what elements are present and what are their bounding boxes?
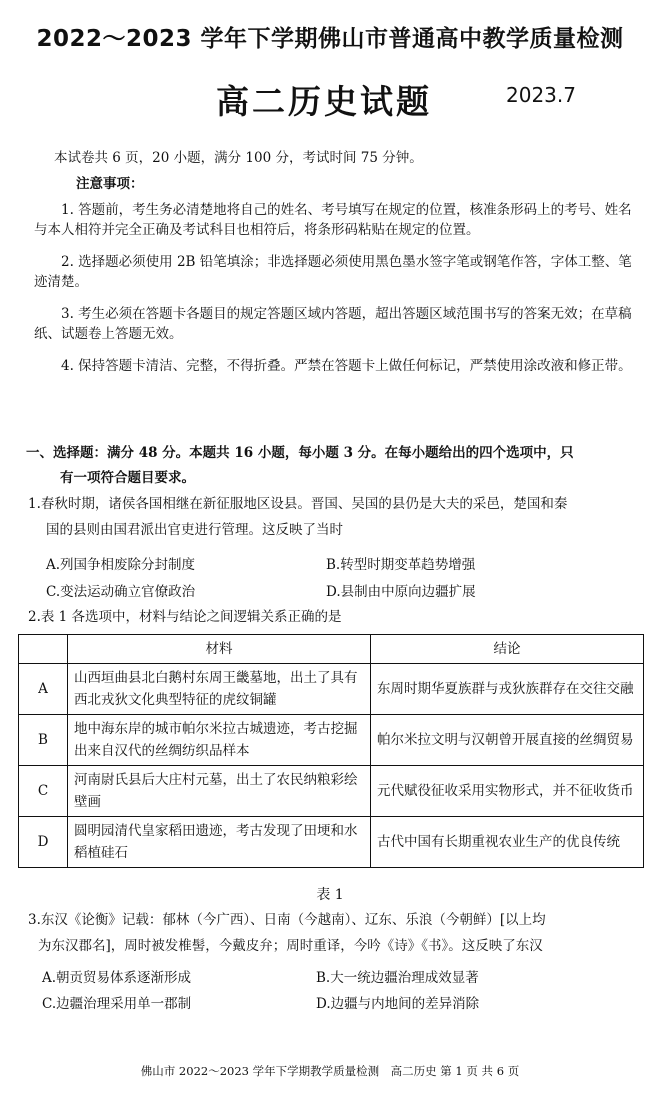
q3-stem: 3.东汉《论衡》记载：郁林（今广西）、日南（今越南）、辽东、乐浪（今朝鲜）[以上均	[28, 912, 546, 928]
table-row	[19, 715, 644, 766]
row-label: C	[19, 766, 68, 817]
q1-stem: 1.春秋时期，诸侯各国相继在新征服地区设县。晋国、吴国的县仍是大夫的采邑，楚国和秦	[28, 496, 568, 512]
page-footer: 佛山市 2022～2023 学年下学期教学质量检测 高二历史 第 1 页 共 6 页	[140, 1064, 520, 1078]
row-label: A	[19, 664, 68, 715]
section-heading: 一、选择题：满分 48 分。本题共 16 小题，每小题 3 分。在每小题给出的四个选项中，只	[26, 445, 574, 461]
q3-option-c: C.边疆治理采用单一郡制	[42, 996, 192, 1012]
table-header-material: 材料	[68, 635, 371, 664]
q1-option-b: B.转型时期变革趋势增强	[326, 557, 476, 573]
table-caption: 表 1	[316, 887, 344, 903]
row-conclusion: 帕尔米拉文明与汉朝曾开展直接的丝绸贸易	[371, 715, 644, 766]
row-label: B	[19, 715, 68, 766]
row-conclusion: 古代中国有长期重视农业生产的优良传统	[371, 817, 644, 868]
q1-option-d: D.县制由中原向边疆扩展	[326, 584, 476, 600]
exam-date: 2023.7	[506, 83, 576, 107]
q3-option-b: B.大一统边疆治理成效显著	[316, 970, 479, 986]
exam-title: 2022～2023 学年下学期佛山市普通高中教学质量检测	[36, 26, 624, 52]
table-row	[19, 766, 644, 817]
q3-option-a: A.朝贡贸易体系逐渐形成	[42, 970, 192, 986]
row-material: 山西垣曲县北白鹅村东周王畿墓地，出土了具有西北戎狄文化典型特征的虎纹铜罐	[68, 664, 371, 715]
q1-option-a: A.列国争相废除分封制度	[46, 557, 196, 573]
row-material: 河南尉氏县后大庄村元墓，出土了农民纳粮彩绘壁画	[68, 766, 371, 817]
q1-stem-cont: 国的县则由国君派出官吏进行管理。这反映了当时	[46, 522, 343, 538]
note-4: 4. 保持答题卡清洁、完整，不得折叠。严禁在答题卡上做任何标记，严禁使用涂改液和修正带。	[61, 358, 632, 374]
q1-option-c: C.变法运动确立官僚政治	[46, 584, 196, 600]
q3-option-d: D.边疆与内地间的差异消除	[316, 996, 480, 1012]
row-label: D	[19, 817, 68, 868]
row-conclusion: 元代赋役征收采用实物形式，并不征收货币	[371, 766, 644, 817]
intro-text: 本试卷共 6 页，20 小题，满分 100 分，考试时间 75 分钟。	[54, 150, 423, 166]
table-row	[19, 817, 644, 868]
table-header-label	[19, 635, 68, 664]
q3-stem-cont: 为东汉郡名]，周时被发椎髻，今戴皮弁；周时重译，今吟《诗》《书》。这反映了东汉	[38, 938, 543, 954]
section-heading-cont: 有一项符合题目要求。	[60, 470, 195, 486]
table-header-conclusion: 结论	[371, 635, 644, 664]
table-header-row	[19, 635, 644, 664]
row-material: 圆明园清代皇家稻田遗迹，考古发现了田埂和水稻植硅石	[68, 817, 371, 868]
row-conclusion: 东周时期华夏族群与戎狄族群存在交往交融	[371, 664, 644, 715]
table-row	[19, 664, 644, 715]
note-2: 2. 选择题必须使用 2B 铅笔填涂；非选择题必须使用黑色墨水签字笔或钢笔作答，字体工整、笔迹清楚。	[34, 254, 632, 290]
q2-stem: 2.表 1 各选项中，材料与结论之间逻辑关系正确的是	[28, 609, 342, 625]
subject-title: 高二历史试题	[216, 82, 432, 121]
table-1	[18, 634, 644, 868]
note-3: 3. 考生必须在答题卡各题目的规定答题区域内答题，超出答题区域范围书写的答案无效；在草稿纸、试题卷上答题无效。	[34, 306, 632, 342]
note-1: 1. 答题前，考生务必清楚地将自己的姓名、考号填写在规定的位置，核准条形码上的考号、姓名与本人相符并完全正确及考试科目也相符后，将条形码粘贴在规定的位置。	[34, 202, 632, 238]
row-material: 地中海东岸的城市帕尔米拉古城遗迹，考古挖掘出来自汉代的丝绸纺织品样本	[68, 715, 371, 766]
notes-heading: 注意事项：	[76, 176, 144, 192]
